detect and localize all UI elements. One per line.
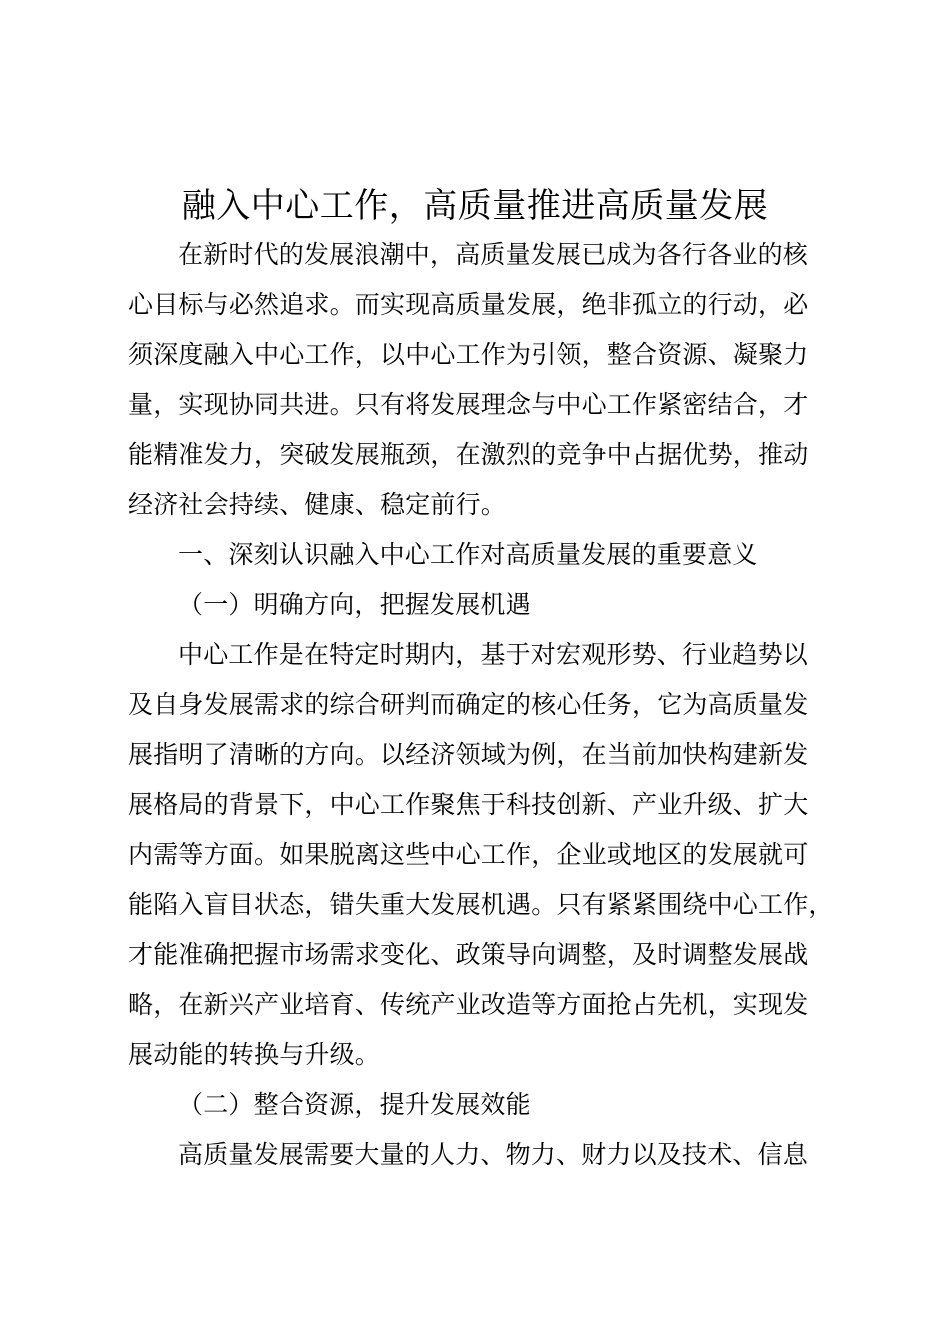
paragraph-line: 在新时代的发展浪潮中，高质量发展已成为各行各业的核 xyxy=(178,240,809,269)
paragraph-line: 须深度融入中心工作，以中心工作为引领，整合资源、凝聚力 xyxy=(128,340,809,369)
paragraph-line: 中心工作是在特定时期内，基于对宏观形势、行业趋势以 xyxy=(178,640,809,669)
paragraph-line: 及自身发展需求的综合研判而确定的核心任务，它为高质量发 xyxy=(128,690,809,719)
paragraph-line: 能精准发力，突破发展瓶颈，在激烈的竞争中占据优势，推动 xyxy=(128,440,809,469)
section-heading: 一、深刻认识融入中心工作对高质量发展的重要意义 xyxy=(178,540,758,569)
paragraph-line: 展格局的背景下，中心工作聚焦于科技创新、产业升级、扩大 xyxy=(128,790,809,819)
subsection-heading: （二）整合资源，提升发展效能 xyxy=(178,1090,531,1119)
paragraph-line: 内需等方面。如果脱离这些中心工作，企业或地区的发展就可 xyxy=(128,840,809,869)
document-body xyxy=(128,230,848,1180)
paragraph-line: 能陷入盲目状态，错失重大发展机遇。只有紧紧围绕中心工作， xyxy=(128,890,834,919)
subsection-heading: （一）明确方向，把握发展机遇 xyxy=(178,590,531,619)
document-title: 融入中心工作，高质量推进高质量发展 xyxy=(181,186,769,226)
paragraph-line: 展动能的转换与升级。 xyxy=(128,1040,381,1069)
paragraph-line: 经济社会持续、健康、稳定前行。 xyxy=(128,490,507,519)
paragraph-line: 高质量发展需要大量的人力、物力、财力以及技术、信息 xyxy=(178,1140,809,1169)
paragraph-line: 量，实现协同共进。只有将发展理念与中心工作紧密结合，才 xyxy=(128,390,809,419)
paragraph-line: 才能准确把握市场需求变化、政策导向调整，及时调整发展战 xyxy=(128,940,809,969)
paragraph-line: 心目标与必然追求。而实现高质量发展，绝非孤立的行动，必 xyxy=(128,290,809,319)
paragraph-line: 展指明了清晰的方向。以经济领域为例，在当前加快构建新发 xyxy=(128,740,809,769)
paragraph-line: 略，在新兴产业培育、传统产业改造等方面抢占先机，实现发 xyxy=(128,990,809,1019)
